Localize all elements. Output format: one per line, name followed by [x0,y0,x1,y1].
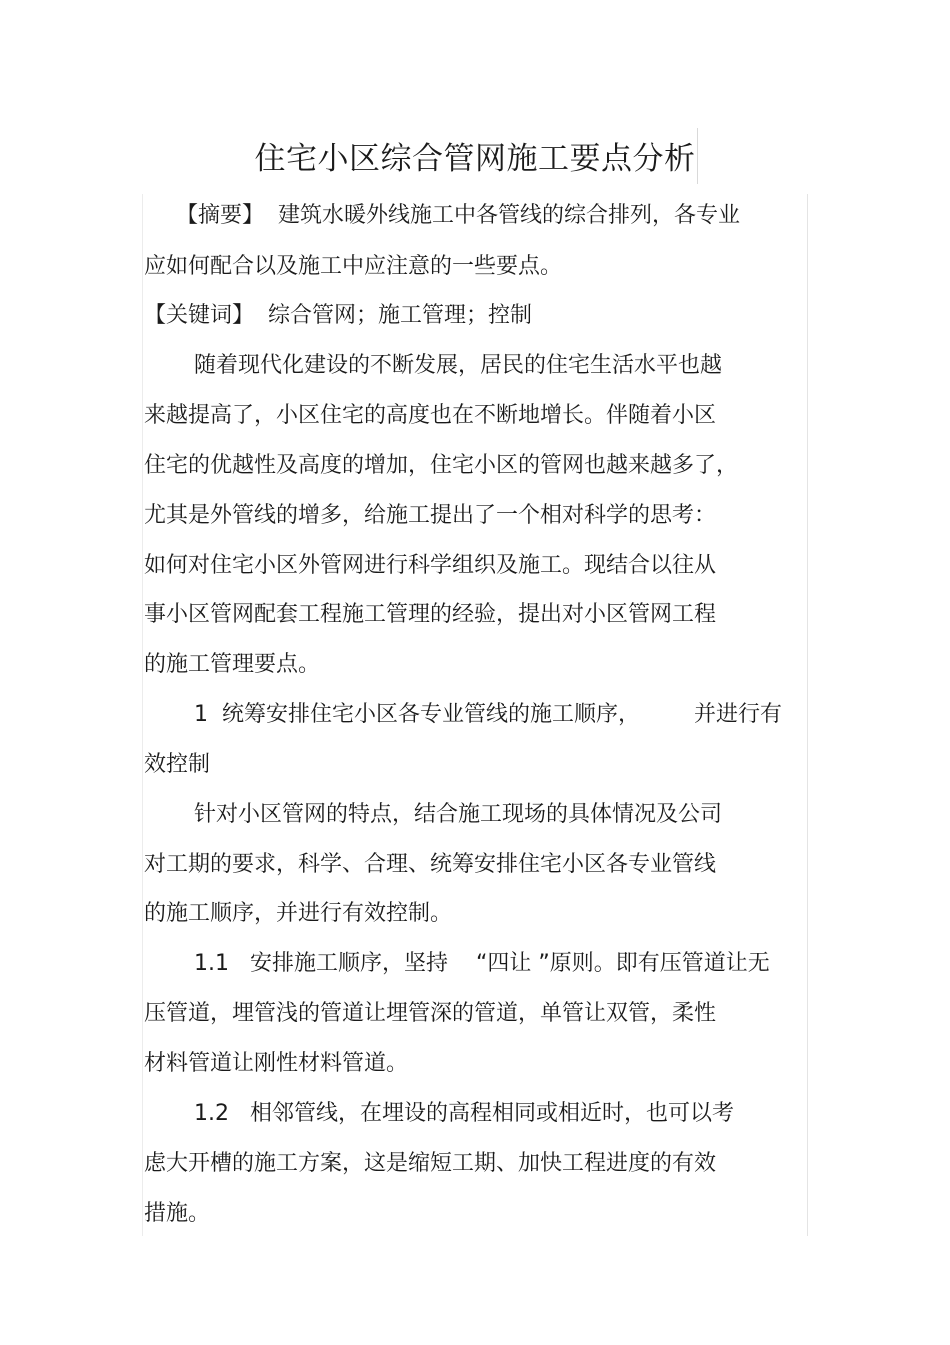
section-1-paragraph-line-3: 的施工顺序，并进行有效控制。 [144,901,453,926]
section-1-heading-a: 统筹安排住宅小区各专业管线的施工顺序， [222,702,641,727]
abstract-label: 【摘要】 [176,203,265,228]
intro-line-1: 随着现代化建设的不断发展，居民的住宅生活水平也越 [194,353,723,378]
keywords-text: 综合管网；施工管理；控制 [268,303,533,328]
item-1-1-text-a: 安排施工顺序，坚持 [249,951,448,976]
section-1-paragraph-line-2: 对工期的要求，科学、合理、统筹安排住宅小区各专业管线 [144,852,717,877]
document-title: 住宅小区综合管网施工要点分析 [254,141,696,177]
item-1-2-line-3: 措施。 [144,1201,211,1226]
item-1-1-line-1 [194,949,770,979]
abstract-line-2: 应如何配合以及施工中应注意的一些要点。 [144,254,563,279]
intro-line-2: 来越提高了，小区住宅的高度也在不断地增长。伴随着小区 [144,403,717,428]
page-frame-left [142,194,143,1236]
item-1-2-number: 1.2 [194,1101,229,1126]
intro-line-4: 尤其是外管线的增多，给施工提出了一个相对科学的思考： [144,503,717,528]
abstract-line-1 [176,201,740,231]
intro-line-7: 的施工管理要点。 [144,652,321,677]
section-1-heading [194,700,782,730]
item-1-2-text: 相邻管线，在埋设的高程相同或相近时，也可以考 [249,1101,734,1126]
item-1-1-line-3: 材料管道让刚性材料管道。 [144,1051,409,1076]
keywords-label: 【关键词】 [144,303,255,328]
item-1-2-line-1 [194,1099,734,1129]
section-1-heading-b: 并进行有 [694,702,783,727]
keywords-line [144,301,532,331]
item-1-2-line-2: 虑大开槽的施工方案，这是缩短工期、加快工程进度的有效 [144,1151,717,1176]
item-1-1-line-2: 压管道，埋管浅的管道让埋管深的管道，单管让双管，柔性 [144,1001,717,1026]
intro-line-6: 事小区管网配套工程施工管理的经验，提出对小区管网工程 [144,602,717,627]
intro-line-5: 如何对住宅小区外管网进行科学组织及施工。现结合以往从 [144,553,717,578]
item-1-1-number: 1.1 [194,951,229,976]
abstract-text-1: 建筑水暖外线施工中各管线的综合排列，各专业 [278,203,741,228]
intro-line-3: 住宅的优越性及高度的增加，住宅小区的管网也越来越多了， [144,453,739,478]
section-1-heading-c: 效控制 [144,752,211,777]
item-1-1-text-b: “四让 ”原则。即有压管道让无 [475,951,770,976]
section-1-number: 1 [194,702,208,727]
page-frame-right [807,194,808,1236]
section-1-paragraph-line-1: 针对小区管网的特点，结合施工现场的具体情况及公司 [194,802,723,827]
